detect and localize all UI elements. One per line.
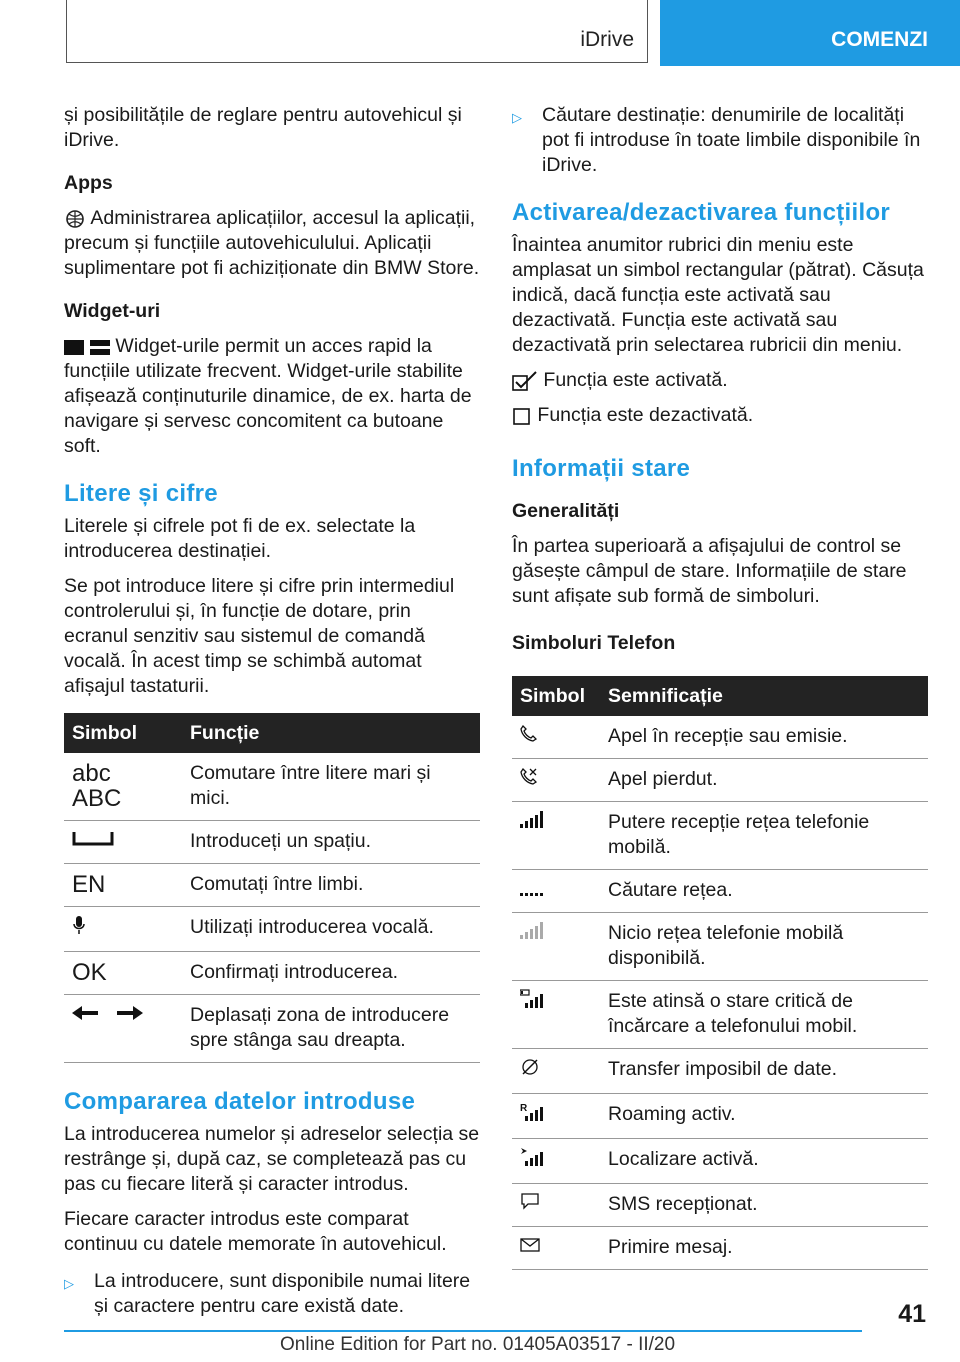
table-row	[512, 802, 928, 870]
widgets-heading: Widget-uri	[64, 300, 161, 322]
no-network-icon	[520, 921, 544, 939]
keyboard-symbol-table	[64, 713, 480, 1063]
table-header-row	[64, 713, 480, 753]
table-header-meaning: Semnificație	[600, 676, 928, 716]
apps-heading: Apps	[64, 172, 113, 194]
phone-heading: Simboluri Telefon	[512, 632, 676, 654]
arrow-left-icon	[72, 1005, 98, 1021]
table-cell-text: Utilizați introducerea vocală.	[182, 907, 480, 952]
compare-bullet-text: La introducere, sunt disponibile numai litere și caractere pentru care există date.	[94, 1270, 471, 1317]
page-number: 41	[898, 1300, 926, 1328]
table-row	[512, 870, 928, 913]
table-cell-text: Comutați între limbi.	[182, 864, 480, 907]
apps-text	[64, 206, 480, 281]
phone-call-icon	[520, 724, 538, 742]
status-heading: Informații stare	[512, 455, 691, 482]
general-heading: Generalități	[512, 500, 620, 522]
header-section-title: iDrive	[580, 28, 634, 51]
active-text: Funcția este activată.	[543, 369, 728, 391]
right-column	[512, 103, 928, 1270]
microphone-icon	[72, 915, 86, 935]
table-row	[64, 907, 480, 952]
signal-strength-icon	[520, 810, 544, 828]
table-cell-text: Putere recepție rețea telefonie mobilă.	[600, 802, 928, 870]
phone-symbol-table	[512, 676, 928, 1270]
table-row	[512, 1227, 928, 1270]
compare-p2: Fiecare caracter introdus este comparat continuu cu datele memorate în autovehicul.	[64, 1208, 447, 1255]
no-data-transfer-icon	[520, 1057, 540, 1077]
compare-p1: La introducerea numelor și adreselor selecția se restrânge și, după caz, se completează pas cu pas cu fiecare literă și caracter introdus.	[64, 1123, 480, 1195]
intro-text: și posibilitățile de reglare pentru autovehicul și iDrive.	[64, 104, 462, 151]
widgets-text	[64, 334, 480, 459]
compare-heading: Compararea datelor introduse	[64, 1088, 416, 1115]
svg-text:R: R	[520, 1103, 528, 1114]
general-text: În partea superioară a afișajului de control se găsește câmpul de stare. Informațiile de stare sunt afișate sub formă de simboluri.	[512, 535, 907, 607]
table-row	[512, 1139, 928, 1184]
letters-p2: Se pot introduce litere și cifre prin intermediul controlerului și, în funcție de dotare, prin ecranul senzitiv sau sistemul de comandă vocală. În acest timp se schimbă automat afișajul tastaturii.	[64, 575, 455, 697]
table-row	[512, 716, 928, 759]
sms-icon	[520, 1192, 540, 1210]
inactive-text: Funcția este dezactivată.	[537, 404, 754, 426]
table-cell-text: Localizare activă.	[600, 1139, 928, 1184]
table-row	[64, 753, 480, 821]
destination-bullet	[512, 103, 928, 178]
table-row	[512, 1049, 928, 1094]
inactive-row	[512, 403, 928, 428]
toggle-heading: Activarea/dezactivarea funcțiilor	[512, 199, 891, 226]
missed-call-icon	[520, 767, 538, 785]
table-cell-text: Roaming activ.	[600, 1094, 928, 1139]
table-header-symbol: Simbol	[64, 713, 182, 753]
arrow-right-icon	[117, 1005, 143, 1021]
table-row	[512, 981, 928, 1049]
ok-icon: OK	[64, 952, 182, 995]
table-header-symbol: Simbol	[512, 676, 600, 716]
active-row	[512, 368, 928, 393]
widgets-text-body: Widget-urile permit un acces rapid la funcțiile utilizate frecvent. Widget-urile stabilite afișează conținuturile dinamice, de ex. harta de navigare și servesc concomitent ca butoane soft.	[64, 335, 472, 457]
bullet-triangle-icon: ▷	[512, 110, 522, 125]
network-search-icon	[520, 878, 544, 896]
table-cell-text: Transfer imposibil de date.	[600, 1049, 928, 1094]
apps-icon	[64, 209, 86, 229]
roaming-icon	[520, 1102, 544, 1122]
left-column	[64, 103, 480, 1319]
letters-p1: Literele și cifrele pot fi de ex. selectate la introducerea destinației.	[64, 515, 416, 562]
table-header-row	[512, 676, 928, 716]
header-frame	[66, 0, 648, 63]
space-icon	[72, 829, 114, 847]
case-toggle-icon: abc ABC	[64, 753, 182, 821]
footer-edition: Online Edition for Part no. 01405A03517 - II/20	[280, 1334, 676, 1355]
table-row	[64, 995, 480, 1063]
table-cell-text: Primire mesaj.	[600, 1227, 928, 1270]
letters-heading: Litere și cifre	[64, 480, 218, 507]
low-battery-icon	[520, 989, 544, 1009]
header-chapter-tab: COMENZI	[660, 0, 960, 66]
table-row	[512, 1184, 928, 1227]
table-row	[64, 821, 480, 864]
bullet-triangle-icon: ▷	[64, 1276, 74, 1291]
location-icon	[520, 1147, 544, 1167]
table-cell-text: Introduceți un spațiu.	[182, 821, 480, 864]
apps-text-body: Administrarea aplicațiilor, accesul la aplicații, precum și funcțiile autovehiculului. Aplicații suplimentare pot fi achiziționate din BMW Store.	[64, 207, 480, 279]
mail-icon	[520, 1237, 540, 1253]
table-cell-text: Comutare între litere mari și mici.	[182, 753, 480, 821]
table-cell-text: Deplasați zona de introducere spre stânga sau dreapta.	[182, 995, 480, 1063]
table-cell-text: Apel pierdut.	[600, 759, 928, 802]
checkbox-empty-icon	[512, 406, 532, 426]
table-row	[512, 1094, 928, 1139]
table-cell-text: Confirmați introducerea.	[182, 952, 480, 995]
destination-bullet-text: Căutare destinație: denumirile de localități pot fi introduse în toate limbile disponibile în iDrive.	[542, 104, 921, 176]
table-cell-text: Este atinsă o stare critică de încărcare a telefonului mobil.	[600, 981, 928, 1049]
widgets-icon	[64, 338, 110, 356]
language-icon: EN	[64, 864, 182, 907]
table-row	[64, 864, 480, 907]
table-header-function: Funcție	[182, 713, 480, 753]
table-cell-text: Căutare rețea.	[600, 870, 928, 913]
compare-bullet	[64, 1269, 480, 1319]
checkbox-checked-icon	[512, 371, 538, 391]
table-cell-text: Apel în recepție sau emisie.	[600, 716, 928, 759]
table-cell-text: SMS recepționat.	[600, 1184, 928, 1227]
table-cell-text: Nicio rețea telefonie mobilă disponibilă.	[600, 913, 928, 981]
footer-divider	[64, 1330, 862, 1332]
table-row	[512, 913, 928, 981]
toggle-text: Înaintea anumitor rubrici din meniu este amplasat un simbol rectangular (pătrat). Căsuța indică, dacă funcția este activată sau dezactivată. Funcția este activată sau dezactivată prin selectarea rubricii din meniu.	[512, 234, 924, 356]
table-row	[512, 759, 928, 802]
table-row	[64, 952, 480, 995]
